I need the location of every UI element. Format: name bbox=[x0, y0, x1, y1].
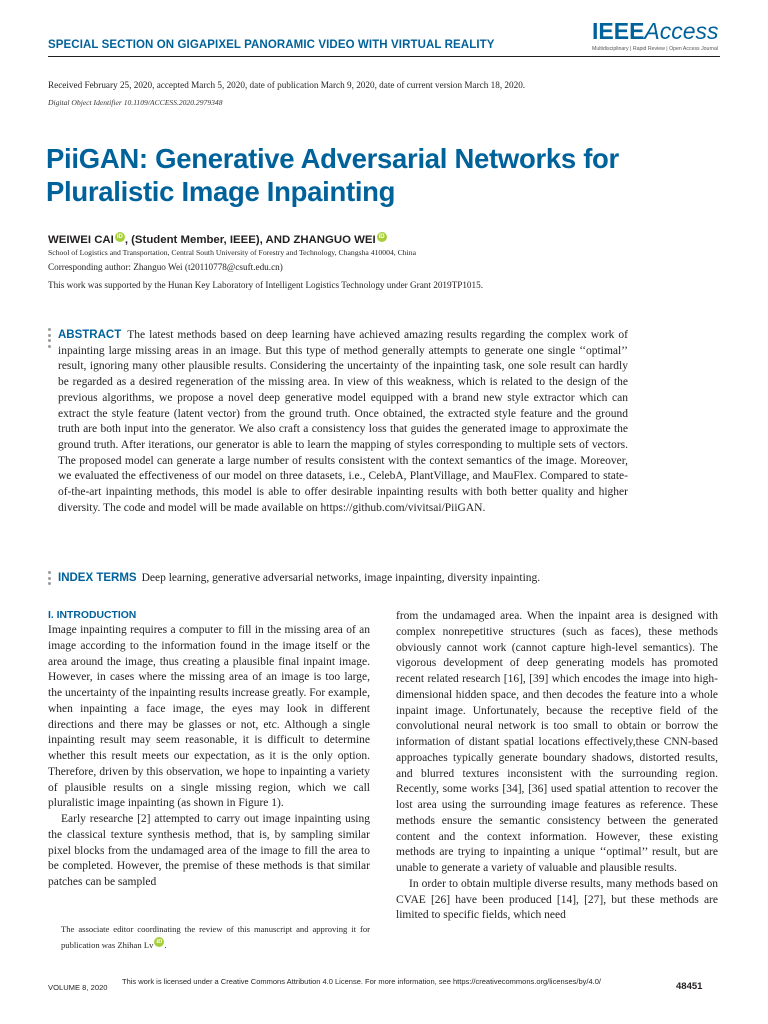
logo-ieee: IEEE bbox=[592, 18, 645, 44]
paragraph: In order to obtain multiple diverse results, many methods based on CVAE [26] have been produced [14], [27], but these methods are limited to specific fields, which need bbox=[396, 877, 718, 922]
section-heading-introduction: I. INTRODUCTION bbox=[48, 610, 137, 621]
abstract-text: The latest methods based on deep learning have achieved amazing results regarding the complex work of inpainting large missing areas in an image. But this type of method generally attempts to generate one single ‘‘optimal’’ result, ignoring many other plausible results. Considering the uncertainty of the inpainting task, one sole result can hardly be regarded as a desired regeneration of the missing area. In view of this weakness, which is related to the design of the previous algorithms, we propose a novel deep generative model equipped with a brand new style extractor which can extract the style feature (latent vector) from the ground truth. Once obtained, the extracted style feature and the ground truth are both input into the generator. We also craft a consistency loss that guides the generated image to approximate the ground truth. After iterations, our generator is able to learn the mapping of styles corresponding to multiple sets of vectors. The proposed model can generate a large number of results consistent with the context semantics of the image. Moreover, we evaluated the effectiveness of our model on three datasets, i.e., CelebA, PlantVillage, and MauFlex. Compared to state-of-the-art inpainting methods, this model is able to offer desirable inpainting results with both better quality and higher diversity. The code and model will be made available on https://github.com/vivitsai/PiiGAN. bbox=[58, 329, 628, 514]
paragraph: Image inpainting requires a computer to fill in the missing area of an image according to the information found in the image itself or the area around the image, thus creating a plausible final inpaint image. However, in cases where the missing area of an image is too large, the uncertainty of the inpainting results increase greatly. For example, when inpainting a face image, the eyes may look in different directions and there may be glasses or not, etc. Although a single inpainting result may seem reasonable, it is difficult to determine whether this result meets our expectation, as it is the only option. Therefore, driven by this observation, we hope to inpainting a variety of plausible results on a single missing region, which we call pluralistic image inpainting (as shown in Figure 1). bbox=[48, 624, 370, 810]
left-column bbox=[48, 609, 370, 891]
right-column bbox=[396, 609, 718, 924]
title-line-1: PiiGAN: Generative Adversarial Networks for bbox=[46, 143, 619, 174]
footer-license[interactable]: This work is licensed under a Creative Commons Attribution 4.0 License. For more information, see https://creativecommons.org/licenses/by/4.0/ bbox=[122, 977, 601, 986]
index-terms bbox=[58, 571, 658, 587]
index-terms-marker-icon bbox=[48, 571, 52, 588]
orcid-icon[interactable]: iD bbox=[116, 234, 123, 240]
abstract-label: ABSTRACT bbox=[58, 329, 122, 341]
section-heading: SPECIAL SECTION ON GIGAPIXEL PANORAMIC VIDEO WITH VIRTUAL REALITY bbox=[48, 39, 495, 51]
editor-footnote bbox=[48, 922, 370, 953]
ieee-access-logo bbox=[592, 20, 720, 52]
paper-title bbox=[46, 142, 686, 208]
footnote-end: . bbox=[164, 940, 167, 950]
abstract-marker-icon bbox=[48, 328, 52, 350]
paragraph: from the undamaged area. When the inpaint area is designed with complex nonrepetitive structures (such as faces), these methods obviously cannot work (cannot capture high-level semantics). The vigorous development of deep generating models has promoted recent related research [16], [39] which encodes the image into high-dimensional hidden space, and then decodes the feature into a whole inpaint image. Unfortunately, because the receptive field of the convolutional neural network is too small to obtain or borrow the information of distant spatial locations effectively,these CNN-based approaches typically generate boundary shadows, distorted results, and blurred textures inconsistent with the surrounding region. Recently, some works [34], [36] used spatial attention to recover the lost area using the surrounding image features as reference. These methods ensure the semantic consistency between the generated content and the context information. However, these existing methods are trying to inpainting a unique ‘‘optimal’’ result, but are unable to generate a variety of valuable and plausible results. bbox=[396, 610, 718, 874]
footnote-text: The associate editor coordinating the review of this manuscript and approving it for publication was Zhihan Lv bbox=[61, 924, 370, 950]
author-line bbox=[48, 232, 387, 246]
logo-tagline: Multidisciplinary | Rapid Review | Open Access Journal bbox=[592, 46, 719, 52]
footer-volume: VOLUME 8, 2020 bbox=[48, 983, 108, 992]
author-line-rest: , (Student Member, IEEE), AND ZHANGUO WEI bbox=[124, 234, 376, 246]
doi: Digital Object Identifier 10.1109/ACCESS.2020.2979348 bbox=[48, 98, 223, 107]
orcid-icon[interactable]: iD bbox=[378, 234, 385, 240]
orcid-icon[interactable]: iD bbox=[156, 939, 163, 945]
funding-note: This work was supported by the Hunan Key Laboratory of Intelligent Logistics Technology under Grant 2019TP1015. bbox=[48, 280, 483, 290]
affiliation: School of Logistics and Transportation, Central South University of Forestry and Technology, Changsha 410004, China bbox=[48, 248, 416, 257]
index-terms-text: Deep learning, generative adversarial networks, image inpainting, diversity inpainting. bbox=[141, 572, 541, 584]
paragraph: Early researche [2] attempted to carry out image inpainting using the classical texture synthesis method, that is, by sampling similar pixel blocks from the undamaged area of the image to fill the area to be completed. However, the premise of these methods is that similar patches can be sampled bbox=[48, 813, 370, 888]
header-rule bbox=[48, 56, 720, 57]
logo-access: Access bbox=[644, 18, 719, 44]
page-number: 48451 bbox=[676, 981, 703, 992]
corresponding-author: Corresponding author: Zhanguo Wei (t20110778@csuft.edu.cn) bbox=[48, 262, 283, 272]
index-terms-label: INDEX TERMS bbox=[58, 572, 137, 584]
author-1: WEIWEI CAI bbox=[48, 234, 114, 246]
title-line-2: Pluralistic Image Inpainting bbox=[46, 176, 396, 207]
abstract bbox=[58, 328, 628, 516]
publication-dates: Received February 25, 2020, accepted March 5, 2020, date of publication March 9, 2020, date of current version March 18, 2020. bbox=[48, 80, 526, 90]
